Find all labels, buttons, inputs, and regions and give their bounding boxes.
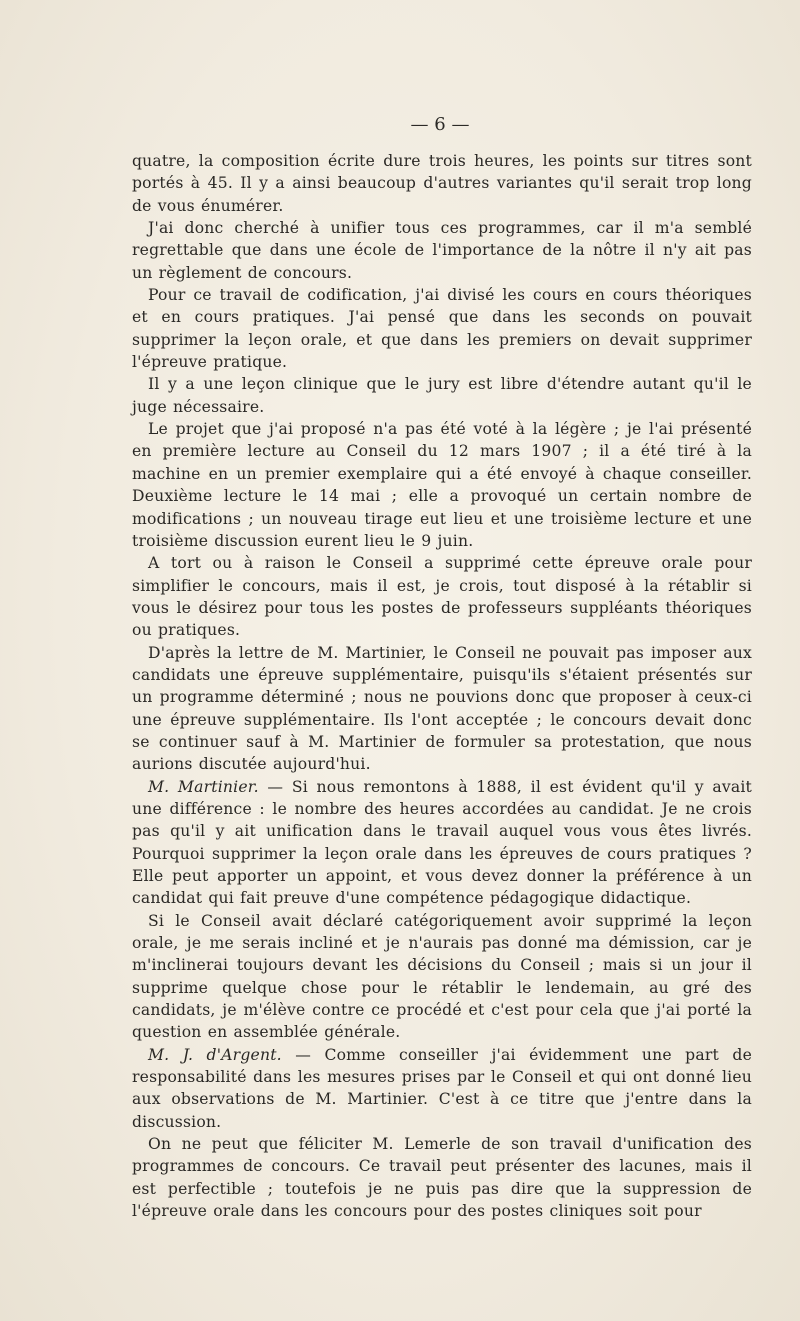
paragraph: Le projet que j'ai proposé n'a pas été voté à la légère ; je l'ai présenté en première lecture au Conseil du 12 mars 1907 ; il a été tiré à la machine en un premier exemplaire qui a été envoyé à chaque conseiller. Deuxième lecture le 14 mai ; elle a provoqué un certain nombre de modifications ; un nouveau tirage eut lieu et une troisième lecture et une troisième discussion eurent lieu le 9 juin. bbox=[132, 420, 752, 550]
speaker-name: M. J. d'Argent. bbox=[148, 1045, 282, 1064]
speech-paragraph-martinier bbox=[132, 776, 752, 910]
paragraph: Pour ce travail de codification, j'ai divisé les cours en cours théoriques et en cours pratiques. J'ai pensé que dans les seconds on pouvait supprimer la leçon orale, et que dans les premiers on devait supprimer l'épreuve pratique. bbox=[132, 286, 752, 372]
paragraph: Il y a une leçon clinique que le jury est libre d'étendre autant qu'il le juge nécessaire. bbox=[132, 375, 752, 416]
paragraph-continuation: quatre, la composition écrite dure trois heures, les points sur titres sont portés à 45. Il y a ainsi beaucoup d'autres variantes qu'il serait trop long de vous énumérer. bbox=[132, 152, 752, 215]
paragraph: On ne peut que féliciter M. Lemerle de son travail d'unification des programmes de concours. Ce travail peut présenter des lacunes, mais il est perfectible ; toutefois je ne puis pas dire que la suppression de l'épreuve orale dans les concours pour des postes cliniques soit pour bbox=[132, 1135, 752, 1221]
speech-text: — Si nous remontons à 1888, il est évident qu'il y avait une différence : le nombre des heures accordées au candidat. Je ne crois pas qu'il y ait unification dans le travail auquel vous vous êtes livrés. Pourquoi supprimer la leçon orale dans les épreuves de cours pratiques ? Elle peut apporter un appoint, et vous devez donner la préférence à un candidat qui fait preuve d'une compétence pédagogique didactique. bbox=[132, 777, 752, 908]
speech-paragraph-dargent bbox=[132, 1044, 752, 1133]
paragraph: J'ai donc cherché à unifier tous ces programmes, car il m'a semblé regrettable que dans une école de l'importance de la nôtre il n'y ait pas un règlement de concours. bbox=[132, 219, 752, 282]
page-number: — 6 — bbox=[410, 114, 470, 135]
speaker-name: M. Martinier. bbox=[148, 777, 259, 796]
paragraph: D'après la lettre de M. Martinier, le Conseil ne pouvait pas imposer aux candidats une épreuve supplémentaire, puisqu'ils s'étaient présentés sur un programme déterminé ; nous ne pouvions donc que proposer à ceux-ci une épreuve supplémentaire. Ils l'ont acceptée ; le concours devait donc se continuer sauf à M. Martinier de formuler sa protestation, que nous aurions discutée aujourd'hui. bbox=[132, 643, 752, 774]
paragraph: Si le Conseil avait déclaré catégoriquement avoir supprimé la leçon orale, je me serais incliné et je n'aurais pas donné ma démission, car je m'inclinerai toujours devant les décisions du Conseil ; mais si un jour il supprime quelque chose pour le rétablir le lendemain, au gré des candidats, je m'élève contre ce procédé et c'est pour cela que j'ai porté la question en assemblée générale. bbox=[132, 911, 752, 1042]
paragraph: A tort ou à raison le Conseil a supprimé cette épreuve orale pour simplifier le concours, mais il est, je crois, tout disposé à la rétablir si vous le désirez pour tous les postes de professeurs suppléants théoriques ou pratiques. bbox=[132, 554, 752, 640]
speech-text: — Comme conseiller j'ai évidemment une part de responsabilité dans les mesures prises par le Conseil et qui ont donné lieu aux observations de M. Martinier. C'est à ce titre que j'entre dans la discussion. bbox=[132, 1045, 753, 1131]
body-text bbox=[132, 150, 752, 1223]
